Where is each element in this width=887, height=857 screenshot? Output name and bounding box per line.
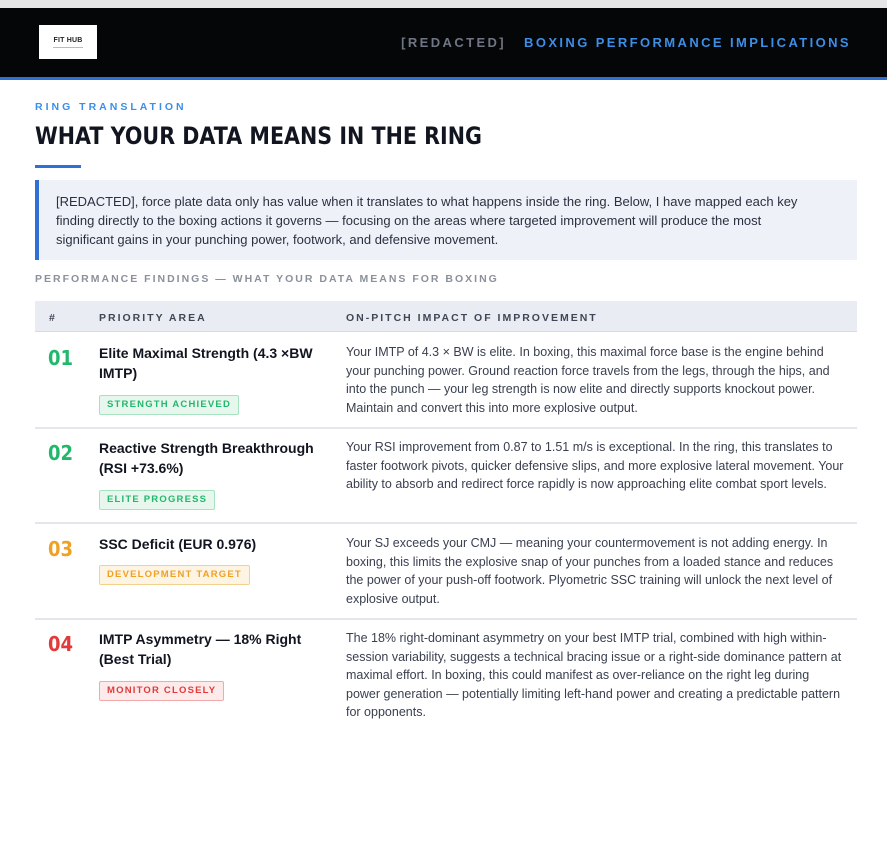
status-badge: STRENGTH ACHIEVED — [99, 395, 239, 415]
title-underline — [35, 165, 81, 168]
priority-area-title: Reactive Strength Breakthrough (RSI +73.6%) — [99, 440, 314, 476]
column-header-number: # — [49, 312, 57, 324]
table-row — [35, 429, 857, 524]
impact-text: Your IMTP of 4.3 × BW is elite. In boxing, this maximal force base is the engine behind your punching power. Ground reaction force travels from the legs, through the hips, and into the punch — your leg strength is now elite and directly supports knockout power. Maintain and convert this into more explosive output. — [346, 345, 830, 415]
row-number: 03 — [48, 537, 74, 561]
table-row — [35, 333, 857, 429]
priority-area-title: Elite Maximal Strength (4.3 ×BW IMTP) — [99, 345, 313, 381]
page-header — [0, 8, 887, 80]
priority-area-title: IMTP Asymmetry — 18% Right (Best Trial) — [99, 631, 302, 667]
intro-callout: [REDACTED], force plate data only has value when it translates to what happens inside the ring. Below, I have mapped each key finding directly to the boxing actions it governs — focusing on the areas where targeted improvement will produce the most significant gains in your punching power, footwork, and defensive movement. — [35, 180, 857, 260]
table-row — [35, 620, 857, 730]
logo-text: FIT HUB — [53, 36, 83, 44]
client-name: [REDACTED] — [401, 35, 507, 50]
row-number: 02 — [48, 441, 74, 465]
column-header-impact: ON-PITCH IMPACT OF IMPROVEMENT — [346, 312, 598, 324]
findings-label: PERFORMANCE FINDINGS — WHAT YOUR DATA MEANS FOR BOXING — [35, 273, 499, 285]
table-row — [35, 524, 857, 620]
column-header-priority-area: PRIORITY AREA — [99, 312, 207, 324]
header-nav — [401, 35, 851, 50]
page-title: WHAT YOUR DATA MEANS IN THE RING — [35, 122, 482, 150]
status-badge: ELITE PROGRESS — [99, 490, 215, 510]
section-eyebrow: RING TRANSLATION — [35, 101, 187, 113]
fit-hub-logo — [39, 25, 97, 59]
impact-text: Your SJ exceeds your CMJ — meaning your countermovement is not adding energy. In boxing, this limits the explosive snap of your punches from a loaded stance and reduces the power of your push-off footwork. Plyometric SSC training will unlock the next level of explosive output. — [346, 536, 834, 606]
status-badge: MONITOR CLOSELY — [99, 681, 224, 701]
logo-underline — [53, 47, 83, 48]
top-strip — [0, 0, 887, 8]
row-number: 04 — [48, 632, 74, 656]
report-section-title: BOXING PERFORMANCE IMPLICATIONS — [524, 35, 851, 50]
table-header — [35, 301, 857, 332]
priority-area-title: SSC Deficit (EUR 0.976) — [99, 536, 257, 552]
row-number: 01 — [48, 346, 74, 370]
impact-text: The 18% right-dominant asymmetry on your best IMTP trial, combined with high within-session variability, suggests a technical bracing issue or a right-side dominance pattern at maximal effort. In boxing, this could manifest as over-reliance on the right leg during power generation — potentially limiting left-hand power and creating a predictable pattern for opponents. — [346, 631, 842, 719]
impact-text: Your RSI improvement from 0.87 to 1.51 m/s is exceptional. In the ring, this translates to faster footwork pivots, quicker defensive slips, and more explosive lateral movement. Your ability to absorb and redirect force rapidly is now approaching elite combat sport levels. — [346, 440, 844, 491]
status-badge: DEVELOPMENT TARGET — [99, 565, 250, 585]
